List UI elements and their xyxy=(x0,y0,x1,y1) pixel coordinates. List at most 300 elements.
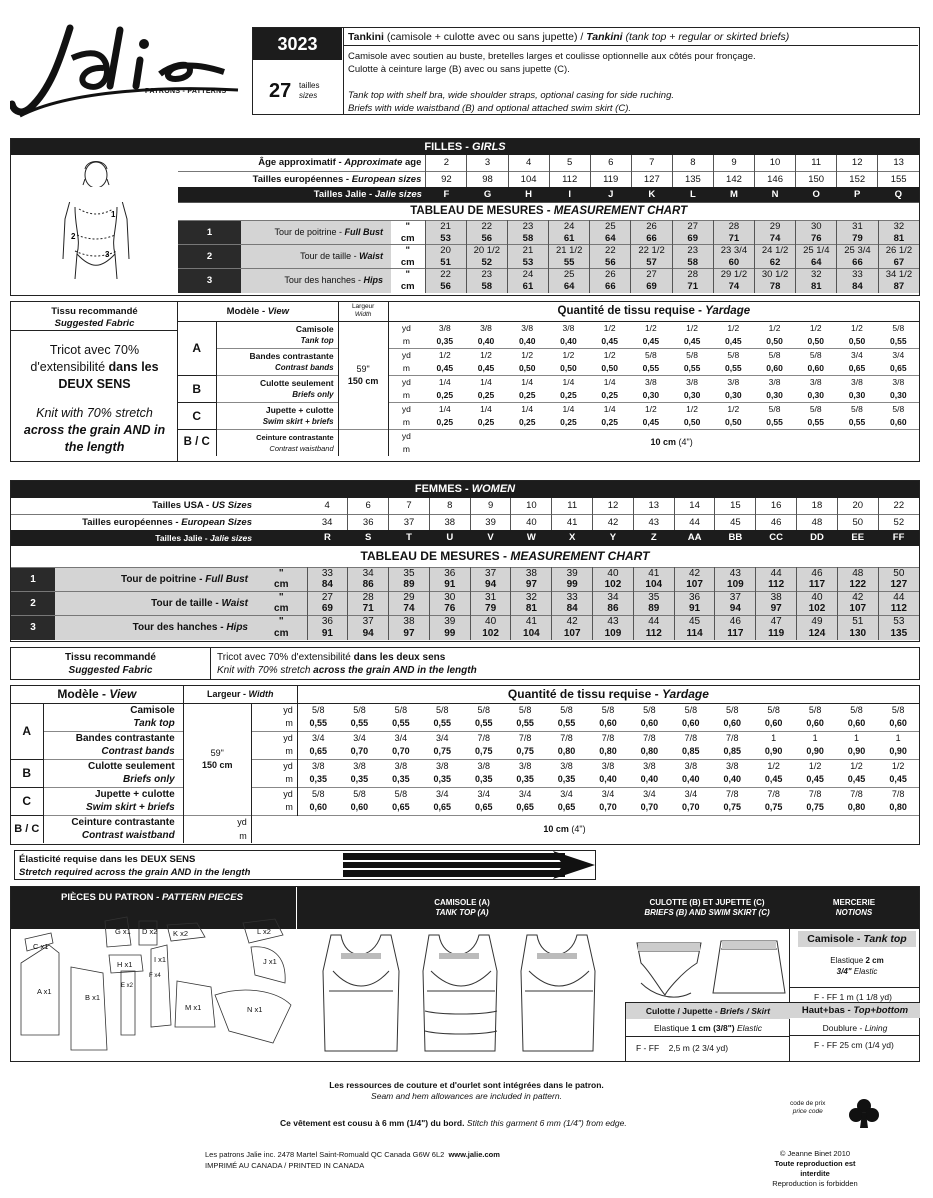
yardage-cell: 0,65 xyxy=(557,802,576,813)
yardage-cell: 3/8 xyxy=(477,760,490,771)
yardage-item: Jupette + culotte Swim skirt + briefs xyxy=(43,787,183,815)
yardage-cell: 1/2 xyxy=(850,760,863,771)
measure-cell: 38 xyxy=(756,592,797,604)
measure-cell: 46 xyxy=(715,616,756,628)
view-letter: A xyxy=(11,703,43,759)
measure-cell: 52 xyxy=(466,257,507,269)
yardage-cell: 0,55 xyxy=(890,335,907,346)
yardage-cell: 0,75 xyxy=(764,802,783,813)
unit-label: " xyxy=(405,269,410,280)
model-header: Modèle - View xyxy=(226,305,290,317)
yardage-cell: 1/2 xyxy=(521,349,534,360)
unit-label: yd xyxy=(251,759,297,773)
measure-cell: 28 xyxy=(713,221,754,233)
yardage-cell: 3/8 xyxy=(686,376,698,387)
measure-cell: 47 xyxy=(756,616,797,628)
women-fabric-title: Tissu recommandé xyxy=(65,652,156,663)
yardage-cell: 3/8 xyxy=(480,322,492,333)
measure-cell: 74 xyxy=(755,233,796,245)
yardage-cell: 0,65 xyxy=(433,802,452,813)
measure-cell: 58 xyxy=(466,281,507,293)
yardage-cell: 5/8 xyxy=(686,349,698,360)
measure-cell: 42 xyxy=(837,592,878,604)
view-letter: B xyxy=(178,375,216,402)
measure-cell: 29 1/2 xyxy=(713,269,754,281)
measure-cell: 20 xyxy=(425,245,466,257)
yardage-cell: 3/8 xyxy=(892,376,905,387)
measure-label: Tour des hanches - Hips xyxy=(55,616,256,640)
measure-cell: 81 xyxy=(878,233,919,245)
footer-stitch-note: Ce vêtement est cousu à 6 mm (1/4") du bord. Stitch this garment 6 mm (1/4") from edge. xyxy=(280,1118,627,1128)
yardage-cell: 0,80 xyxy=(599,746,617,757)
yardage-cell: 3/8 xyxy=(312,760,325,771)
measure-cell: 29 xyxy=(755,221,796,233)
measure-cell: 122 xyxy=(837,580,878,592)
yardage-cell: 0,65 xyxy=(392,802,410,813)
girls-measure-rows xyxy=(178,220,919,293)
measure-cell: 40 xyxy=(797,592,838,604)
yardage-cell: 5/8 xyxy=(808,704,822,715)
measure-cell: 23 xyxy=(466,269,507,281)
women-yardage-table xyxy=(11,686,919,843)
measure-cell: 26 xyxy=(631,221,672,233)
measure-cell: 102 xyxy=(593,580,634,592)
measure-cell: 89 xyxy=(389,580,430,592)
measure-cell: 32 xyxy=(511,592,552,604)
yardage-cell: 1/2 xyxy=(686,322,698,333)
measure-cell: 64 xyxy=(549,281,590,293)
unit-label: m xyxy=(183,829,251,843)
measure-cell: 58 xyxy=(672,257,713,269)
yardage-cell: 1/2 xyxy=(562,349,575,360)
unit-label: m xyxy=(402,362,410,373)
yardage-cell: 5/8 xyxy=(312,788,325,799)
yardage-cell: 0,55 xyxy=(557,718,576,729)
measure-cell: 79 xyxy=(470,604,511,616)
view-letter: C xyxy=(178,402,216,429)
yardage-cell: 0,70 xyxy=(392,746,410,757)
measure-cell: 28 xyxy=(672,269,713,281)
measure-cell: 30 xyxy=(796,221,837,233)
yardage-cell: 0,50 xyxy=(601,362,618,373)
measure-cell: 107 xyxy=(552,628,593,640)
notion-lining-qty: F - FF 25 cm (1/4 yd) xyxy=(790,1035,920,1050)
pieces-title: PIÈCES DU PATRON - PATTERN PIECES xyxy=(61,892,243,903)
yardage-cell: 1 xyxy=(812,732,818,743)
measure-cell: 31 xyxy=(470,592,511,604)
measure-cell: 37 xyxy=(715,592,756,604)
measure-cell: 51 xyxy=(425,257,466,269)
measure-cell: 36 xyxy=(307,616,348,628)
measure-cell: 107 xyxy=(674,580,715,592)
yardage-cell: 0,45 xyxy=(642,335,660,346)
measure-number: 1 xyxy=(11,568,55,592)
yardage-cell: 0,60 xyxy=(766,362,783,373)
yardage-item: Jupette + culotte Swim skirt + briefs xyxy=(262,404,334,426)
yardage-cell: 0,45 xyxy=(477,362,495,373)
measure-cell: 130 xyxy=(837,628,878,640)
measure-cell: 56 xyxy=(425,281,466,293)
yardage-cell: 3/8 xyxy=(684,760,698,771)
yardage-cell: 0,30 xyxy=(642,389,660,400)
pattern-number: 3023 xyxy=(253,28,342,60)
yardage-cell: 0,50 xyxy=(683,416,701,427)
yardage-cell: 0,50 xyxy=(766,335,783,346)
measure-cell: 53 xyxy=(507,257,548,269)
measure-cell: 66 xyxy=(631,233,672,245)
yardage-cell: 3/4 xyxy=(436,732,449,743)
yardage-cell: 0,60 xyxy=(723,718,741,729)
yardage-cell: 0,60 xyxy=(309,802,328,813)
yardage-cell: 1 xyxy=(771,732,777,743)
measure-cell: 34 1/2 xyxy=(878,269,919,281)
yardage-cell: 1/2 xyxy=(768,322,781,333)
measure-cell: 79 xyxy=(837,233,878,245)
yardage-cell: 0,50 xyxy=(848,335,866,346)
yardage-cell: 7/8 xyxy=(601,732,615,743)
yardage-cell: 0,25 xyxy=(477,416,495,427)
piece-label: G x1 xyxy=(115,927,131,936)
yardage-cell: 5/8 xyxy=(477,704,490,715)
yardage-cell: 0,55 xyxy=(848,416,866,427)
measure-cell: 104 xyxy=(633,580,674,592)
measure-cell: 42 xyxy=(674,568,715,580)
yardage-cell: 0,60 xyxy=(889,718,907,729)
piece-label: F x4 xyxy=(149,973,161,979)
yardage-cell: 1 xyxy=(895,732,901,743)
measure-cell: 38 xyxy=(389,616,430,628)
yardage-cell: 0,70 xyxy=(682,802,700,813)
measure-cell: 24 1/2 xyxy=(755,245,796,257)
yardage-cell: 0,25 xyxy=(560,389,577,400)
measure-cell: 21 xyxy=(425,221,466,233)
measure-cell: 21 1/2 xyxy=(549,245,590,257)
yardage-cell: 0,75 xyxy=(723,802,741,813)
description-en-2: Briefs with wide waistband (B) and optional attached swim skirt (C). xyxy=(348,103,632,114)
svg-text:3: 3 xyxy=(105,250,110,259)
yardage-cell: 7/8 xyxy=(518,732,532,743)
yardage-cell: 5/8 xyxy=(892,322,905,333)
yardage-cell: 1/4 xyxy=(521,376,534,387)
measure-cell: 91 xyxy=(307,628,348,640)
measure-cell: 71 xyxy=(713,233,754,245)
notion-briefs-elastic: Elastique 1 cm (3/8") Elastic xyxy=(653,1023,762,1033)
yardage-cell: 3/8 xyxy=(601,760,615,771)
measure-cell: 44 xyxy=(633,616,674,628)
yardage-cell: 0,45 xyxy=(847,774,866,785)
yardage-cell: 1/4 xyxy=(438,403,451,414)
yardage-cell: 1/2 xyxy=(808,760,822,771)
yardage-cell: 3/8 xyxy=(353,760,366,771)
measure-cell: 20 1/2 xyxy=(466,245,507,257)
yardage-cell: 0,60 xyxy=(764,718,783,729)
piece-label: N x1 xyxy=(247,1005,263,1014)
yardage-item: Ceinture contrastante Contrast waistband xyxy=(43,815,183,843)
measure-cell: 58 xyxy=(507,233,548,245)
unit-label: cm xyxy=(400,232,415,244)
piece-label: K x2 xyxy=(173,929,189,938)
notions-title: MERCERIE NOTIONS xyxy=(832,898,876,917)
yardage-cell: 0,35 xyxy=(474,774,493,785)
stretch-en: Stretch required across the grain AND in the length xyxy=(19,867,251,878)
unit-label: yd xyxy=(251,703,297,717)
yardage-cell: 1/2 xyxy=(603,322,616,333)
yardage-cell: 0,30 xyxy=(890,389,907,400)
yardage-cell: 0,80 xyxy=(889,802,907,813)
unit-label: yd xyxy=(401,322,411,333)
yardage-cell: 0,50 xyxy=(518,362,536,373)
yardage-cell: 0,30 xyxy=(766,389,783,400)
measure-cell: 25 3/4 xyxy=(837,245,878,257)
girls-yardage-grid xyxy=(178,302,919,456)
view-letter: C xyxy=(11,787,43,815)
measure-number: 1 xyxy=(178,221,241,245)
measure-cell: 42 xyxy=(552,616,593,628)
measure-cell: 127 xyxy=(878,580,919,592)
yardage-cell: 5/8 xyxy=(436,704,449,715)
women-yardage-section xyxy=(10,685,920,845)
girls-fabric-title: Tissu recommandé xyxy=(51,306,138,317)
measure-cell: 124 xyxy=(797,628,838,640)
jalie-logo-icon xyxy=(10,20,242,120)
measure-cell: 119 xyxy=(756,628,797,640)
yardage-cell: 0,80 xyxy=(640,746,659,757)
unit-label: yd xyxy=(401,349,411,360)
sizes-label-en: sizes xyxy=(299,91,318,100)
yardage-cell: 3/8 xyxy=(725,760,739,771)
yardage-cell: 0,90 xyxy=(847,746,866,757)
yardage-item: Culotte seulement Briefs only xyxy=(43,759,183,787)
measure-cell: 27 xyxy=(672,221,713,233)
yardage-cell: 0,70 xyxy=(640,802,659,813)
yardage-cell: 0,30 xyxy=(725,389,742,400)
yardage-cell: 0,35 xyxy=(557,774,576,785)
yardage-cell: 5/8 xyxy=(644,349,657,360)
unit-label: yd xyxy=(401,430,411,441)
notion-briefs-head: Culotte / Jupette - Briefs / Skirt xyxy=(626,1003,790,1019)
measure-cell: 22 1/2 xyxy=(631,245,672,257)
briefs-illustration-icon xyxy=(631,933,789,1007)
yardage-cell: 5/8 xyxy=(850,704,863,715)
yardage-cell: 0,25 xyxy=(601,416,618,427)
sizes-count: 27 xyxy=(269,80,292,102)
yardage-item: Camisole Tank top xyxy=(43,703,183,731)
measure-cell: 84 xyxy=(837,281,878,293)
girls-size-table: Âge approximatif - Approximate age 2 3 4 5 6 7 8 9 10 11 12 13 Tailles européennes - European sizes 92 98 104 112 119 127 135 142 146 150 152 155 Tailles Jalie - Jalie sizes F G H I J K L M N O P Q TABLEAU DE MESURES - MEASUREMENT CHART xyxy=(11,155,919,220)
yardage-cell: 0,35 xyxy=(433,774,452,785)
women-yardage-grid xyxy=(11,686,919,843)
yardage-cell: 3/4 xyxy=(851,349,863,360)
yardage-cell: 1/2 xyxy=(438,349,451,360)
measure-cell: 99 xyxy=(552,580,593,592)
yardage-cell: 5/8 xyxy=(768,403,781,414)
yardage-cell: 0,60 xyxy=(806,718,824,729)
piece-label: E x2 xyxy=(121,983,134,989)
yardage-cell: 0,40 xyxy=(640,774,659,785)
measure-label: Tour de taille - Waist xyxy=(55,592,256,616)
measure-cell: 78 xyxy=(755,281,796,293)
measure-label: Tour des hanches - Hips xyxy=(241,269,391,293)
footer-notes: Les ressources de couture et d'ourlet sont intégrées dans le patron. Seam and hem allowances are included in pattern. xyxy=(329,1080,604,1101)
measure-cell: 97 xyxy=(511,580,552,592)
measure-cell: 114 xyxy=(674,628,715,640)
yardage-cell: 0,45 xyxy=(436,362,454,373)
measure-cell: 33 xyxy=(552,592,593,604)
unit-label: m xyxy=(402,389,410,400)
notions-briefs-panel xyxy=(625,1002,789,1061)
yardage-cell: 5/8 xyxy=(727,349,740,360)
measure-cell: 102 xyxy=(797,604,838,616)
yardage-cell: 0,70 xyxy=(599,802,617,813)
unit-label: cm xyxy=(400,256,415,268)
yardage-cell: 3/8 xyxy=(851,376,863,387)
yardage-cell: 0,60 xyxy=(847,718,866,729)
yardage-cell: 3/4 xyxy=(518,788,532,799)
measure-cell: 94 xyxy=(715,604,756,616)
measure-cell: 25 xyxy=(590,221,631,233)
measure-cell: 36 xyxy=(429,568,470,580)
yardage-cell: 0,85 xyxy=(723,746,741,757)
yardage-cell: 0,70 xyxy=(350,746,369,757)
yardage-cell: 1/2 xyxy=(603,349,616,360)
yardage-cell: 3/8 xyxy=(560,760,573,771)
yardage-cell: 3/8 xyxy=(809,376,822,387)
measure-cell: 34 xyxy=(348,568,389,580)
svg-text:1: 1 xyxy=(111,210,116,219)
yardage-cell: 0,25 xyxy=(518,389,536,400)
yardage-cell: 7/8 xyxy=(725,732,739,743)
yardage-cell: 5/8 xyxy=(312,704,325,715)
yardage-cell: 0,25 xyxy=(436,416,454,427)
measure-cell: 27 xyxy=(631,269,672,281)
yardage-cell: 7/8 xyxy=(560,732,573,743)
measure-cell: 66 xyxy=(590,281,631,293)
yardage-cell: 0,55 xyxy=(683,362,701,373)
yardage-cell: 5/8 xyxy=(809,349,822,360)
yardage-cell: 0,30 xyxy=(848,389,866,400)
unit-label: cm xyxy=(256,580,307,592)
yardage-cell: 1/4 xyxy=(480,403,492,414)
measure-cell: 112 xyxy=(878,604,919,616)
yardage-cell: 5/8 xyxy=(394,704,408,715)
yardage-cell: 0,40 xyxy=(599,774,617,785)
measure-cell: 22 xyxy=(425,269,466,281)
unit-label: yd xyxy=(183,815,251,829)
yardage-cell: 3/8 xyxy=(436,760,449,771)
waistband-value: 10 cm (4") xyxy=(650,437,693,448)
yardage-cell: 0,75 xyxy=(516,746,534,757)
notion-tank-top-elastic: Elastique 2 cm 3/4" Elastic xyxy=(830,956,884,976)
unit-label: yd xyxy=(401,376,411,387)
measure-cell: 25 xyxy=(549,269,590,281)
girls-fabric-en: Knit with 70% stretch across the grain AND in the length xyxy=(23,406,166,454)
girls-yardage-section xyxy=(10,301,920,462)
yardage-cell: 0,55 xyxy=(350,718,369,729)
yardage-cell: 0,45 xyxy=(683,335,701,346)
unit-label: " xyxy=(256,592,307,604)
yardage-cell: 0,50 xyxy=(807,335,825,346)
unit-label: " xyxy=(256,616,307,628)
yardage-cell: 3/4 xyxy=(560,788,573,799)
yardage-cell: 0,75 xyxy=(806,802,824,813)
yardage-cell: 0,25 xyxy=(518,416,536,427)
yardage-cell: 0,55 xyxy=(433,718,452,729)
unit-label: m xyxy=(251,717,297,731)
measure-cell: 76 xyxy=(796,233,837,245)
unit-label: cm xyxy=(256,628,307,640)
yardage-cell: 5/8 xyxy=(767,704,780,715)
yardage-cell: 3/8 xyxy=(394,760,408,771)
width-header: Largeur Width xyxy=(338,302,388,321)
yardage-cell: 7/8 xyxy=(725,788,739,799)
yardage-cell: 0,80 xyxy=(847,802,866,813)
measure-cell: 30 xyxy=(429,592,470,604)
yardage-cell: 3/4 xyxy=(684,788,698,799)
notion-lining: Doublure - Lining xyxy=(822,1023,888,1033)
measure-label: Tour de taille - Waist xyxy=(241,245,391,269)
yardage-cell: 7/8 xyxy=(767,788,780,799)
yardage-cell: 0,35 xyxy=(309,774,328,785)
yardage-cell: 0,60 xyxy=(682,718,700,729)
measure-cell: 104 xyxy=(511,628,552,640)
yardage-cell: 0,35 xyxy=(516,774,534,785)
yardage-cell: 7/8 xyxy=(477,732,490,743)
measure-cell: 32 xyxy=(796,269,837,281)
measure-cell: 44 xyxy=(756,568,797,580)
yardage-cell: 1/2 xyxy=(851,322,863,333)
measure-cell: 69 xyxy=(672,233,713,245)
yardage-cell: 0,75 xyxy=(433,746,452,757)
measure-cell: 89 xyxy=(633,604,674,616)
description-en-1: Tank top with shelf bra, wide shoulder straps, optional casing for side ruching. xyxy=(348,90,674,101)
measure-cell: 84 xyxy=(307,580,348,592)
women-section xyxy=(10,480,920,642)
measure-cell: 94 xyxy=(348,628,389,640)
women-fabric-box xyxy=(10,647,920,680)
yardage-cell: 0,45 xyxy=(764,774,783,785)
description-box xyxy=(343,27,920,115)
yardage-cell: 0,35 xyxy=(350,774,369,785)
yardage-item: Ceinture contrastante Contrast waistband xyxy=(256,432,334,453)
yardage-cell: 0,55 xyxy=(766,416,783,427)
yardage-cell: 5/8 xyxy=(768,349,781,360)
yardage-cell: 3/8 xyxy=(643,760,656,771)
yardage-cell: 0,30 xyxy=(807,389,825,400)
measure-cell: 117 xyxy=(715,628,756,640)
yardage-cell: 0,65 xyxy=(890,362,907,373)
yardage-header: Quantité de tissu requise - Yardage xyxy=(557,304,751,317)
measure-cell: 31 xyxy=(837,221,878,233)
svg-text:2: 2 xyxy=(71,232,76,241)
measure-cell: 49 xyxy=(797,616,838,628)
measure-cell: 66 xyxy=(837,257,878,269)
measure-cell: 60 xyxy=(713,257,754,269)
camisole-title: CAMISOLE (A) TANK TOP (A) xyxy=(434,898,490,917)
women-size-table: Tailles USA - US Sizes 4 6 7 8 9 10 11 12 13 14 15 16 18 20 22 Tailles européennes - European Sizes 34 36 37 38 39 40 41 42 43 44 45 46 48 50 52 Tailles Jalie - Jalie sizes R S T U V W X Y Z AA BB CC DD EE FF TABLEAU DE MESURES - MEASUREMENT CHART xyxy=(11,498,919,565)
measure-cell: 48 xyxy=(837,568,878,580)
women-fabric-en: Knit with 70% stretch across the grain AND in the length xyxy=(217,665,477,676)
yardage-cell: 5/8 xyxy=(518,704,532,715)
view-letter: B / C xyxy=(178,429,216,456)
piece-label: L x2 xyxy=(257,927,271,936)
yardage-cell: 3/8 xyxy=(768,376,781,387)
yardage-cell: 3/8 xyxy=(521,322,534,333)
measure-cell: 62 xyxy=(755,257,796,269)
measure-cell: 23 3/4 xyxy=(713,245,754,257)
measure-cell: 24 xyxy=(507,269,548,281)
unit-label: cm xyxy=(400,280,415,292)
measure-cell: 53 xyxy=(425,233,466,245)
